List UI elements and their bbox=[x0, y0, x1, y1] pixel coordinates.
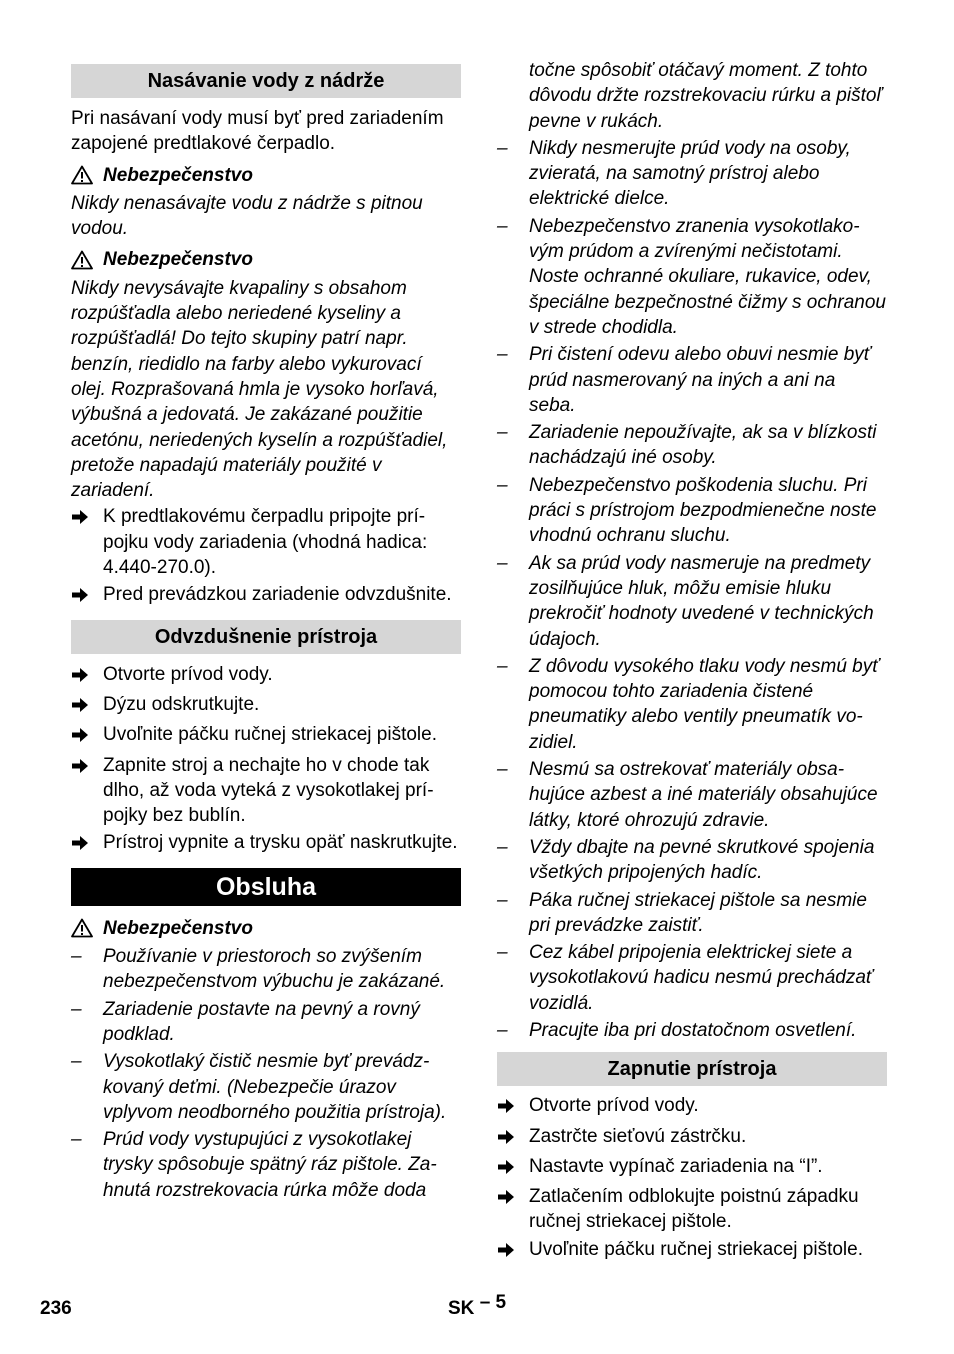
list-item: – Z dôvodu vysokého tlaku vody nesmú byť pomocou tohto zariadenia čistené pneumatiky alebo ventily pneumatík vozidiel. bbox=[497, 654, 887, 755]
arrow-right-icon bbox=[497, 1129, 515, 1145]
language-code: SK bbox=[448, 1298, 475, 1319]
warning-icon bbox=[71, 250, 93, 270]
bullet-dash: – bbox=[497, 1019, 508, 1041]
bullet-dash: – bbox=[497, 215, 508, 237]
list-item: – Cez kábel pripojenia elektrickej siete a vysokotlakovú hadicu nesmú prechádzať vozidlá. bbox=[497, 940, 887, 1016]
list-item: – Vysokotlaký čistič nesmie byť prevádzkovaný deťmi. (Nebezpečie úrazov vplyvom neodborného použitia prístroja). bbox=[71, 1049, 461, 1125]
operation-warnings bbox=[71, 944, 461, 1203]
chapter-heading-operation: Obsluha bbox=[71, 868, 461, 906]
arrow-right-icon bbox=[71, 697, 89, 713]
warning-heading bbox=[71, 247, 461, 272]
warning-heading bbox=[71, 163, 461, 188]
section-heading-switch-on: Zapnutie prístroja bbox=[497, 1052, 887, 1086]
warning-label: Nebezpečenstvo bbox=[103, 249, 253, 271]
arrow-right-icon bbox=[497, 1242, 515, 1258]
bullet-dash: – bbox=[497, 655, 508, 677]
list-item: – Používanie v priestoroch so zvýšením nebezpečenstvom výbuchu je zakázané. bbox=[71, 944, 461, 995]
warning-icon bbox=[71, 918, 93, 938]
bullet-dash: – bbox=[71, 946, 82, 968]
section-page-number: – 5 bbox=[479, 1292, 507, 1313]
list-item: Otvorte prívod vody. bbox=[497, 1093, 887, 1121]
bullet-dash: – bbox=[497, 836, 508, 858]
list-item: – Páka ručnej striekacej pištole sa nesmie pri prevádzke zaistiť. bbox=[497, 888, 887, 939]
bullet-dash: – bbox=[497, 759, 508, 781]
list-item: – Ak sa prúd vody nasmeruje na predmety zosilňujúce hluk, môžu emisie hluku prekročiť hodnoty uvedené v technických údajoch. bbox=[497, 551, 887, 652]
intake-paragraph: Pri nasávaní vody musí byť pred zariadením zapojené predtlakové čerpadlo. bbox=[71, 108, 444, 155]
switch-on-steps bbox=[497, 1093, 887, 1265]
list-item: – Nebezpečenstvo poškodenia sluchu. Pri práci s prístrojom bezpodmienečne noste vhodnú ochranu sluchu. bbox=[497, 473, 887, 549]
left-column bbox=[71, 64, 461, 1203]
footer-section bbox=[448, 1292, 507, 1321]
list-item: – Zariadenie postavte na pevný a rovný podklad. bbox=[71, 997, 461, 1048]
list-item-continued: točne spôsobiť otáčavý moment. Z tohto dôvodu držte rozstrekovaciu rúrku a pištoľ pevne v rukách. bbox=[529, 60, 882, 132]
bullet-dash: – bbox=[71, 1129, 82, 1151]
bullet-dash: – bbox=[497, 552, 508, 574]
list-item: Zatlačením odblokujte poistnú západku ručnej striekacej pištole. bbox=[497, 1184, 887, 1235]
list-item: Zapnite stroj a nechajte ho v chode tak dlho, až voda vyteká z vysokotlakej prípojky bez bublín. bbox=[71, 753, 461, 829]
bullet-dash: – bbox=[497, 474, 508, 496]
arrow-right-icon bbox=[71, 667, 89, 683]
list-item: – Nebezpečenstvo zranenia vysokotlakovým prúdom a zvírenými nečistotami. Noste ochranné okuliare, rukavice, odev, špeciálne bezpečnostné čižmy s ochranou v strede chodidla. bbox=[497, 214, 887, 340]
list-item: – Zariadenie nepoužívajte, ak sa v blízkosti nachádzajú iné osoby. bbox=[497, 420, 887, 471]
bullet-dash: – bbox=[71, 1051, 82, 1073]
bullet-dash: – bbox=[497, 422, 508, 444]
bullet-dash: – bbox=[497, 137, 508, 159]
list-item: Zastrčte sieťovú zástrčku. bbox=[497, 1124, 887, 1152]
list-item: – Prúd vody vystupujúci z vysokotlakej trysky spôsobuje spätný ráz pištole. Zahnutá rozstrekovacia rúrka môže doda bbox=[71, 1127, 461, 1203]
list-item: – Vždy dbajte na pevné skrutkové spojenia všetkých pripojených hadíc. bbox=[497, 835, 887, 886]
bullet-dash: – bbox=[497, 942, 508, 964]
arrow-right-icon bbox=[497, 1189, 515, 1205]
bullet-dash: – bbox=[71, 998, 82, 1020]
intake-steps bbox=[71, 504, 461, 610]
warning-label: Nebezpečenstvo bbox=[103, 917, 253, 939]
operation-warnings-continued bbox=[497, 136, 887, 1043]
section-heading-venting: Odvzdušnenie prístroja bbox=[71, 620, 461, 654]
warning-text: Nikdy nevysávajte kvapaliny s obsahom rozpúšťadla alebo neriedené kyseliny a rozpúšťadlá! Do tejto skupiny patrí napr. benzín, riedidlo na farby alebo vykurovací olej. Rozprašovaná hmla je vysoko horľavá, výbušná a jedovatá. Je zakázané použitie acetónu, neriedených kyselín a rozpúšťadiel, pretože napadajú materiály použité v zariadení. bbox=[71, 277, 448, 502]
list-item: Uvoľnite páčku ručnej striekacej pištole. bbox=[497, 1237, 887, 1265]
arrow-right-icon bbox=[497, 1098, 515, 1114]
section-heading-water-intake: Nasávanie vody z nádrže bbox=[71, 64, 461, 98]
arrow-right-icon bbox=[71, 509, 89, 525]
bullet-dash: – bbox=[497, 344, 508, 366]
arrow-right-icon bbox=[71, 758, 89, 774]
warning-text: Nikdy nenasávajte vodu z nádrže s pitnou vodou. bbox=[71, 192, 423, 240]
list-item: Otvorte prívod vody. bbox=[71, 662, 461, 690]
arrow-right-icon bbox=[71, 835, 89, 851]
right-column bbox=[497, 58, 887, 1265]
list-item: – Pracujte iba pri dostatočnom osvetlení. bbox=[497, 1018, 887, 1043]
list-item: Dýzu odskrutkujte. bbox=[71, 692, 461, 720]
list-item: – Nikdy nesmerujte prúd vody na osoby, zvieratá, na samotný prístroj alebo elektrické dielce. bbox=[497, 136, 887, 212]
arrow-right-icon bbox=[497, 1159, 515, 1175]
list-item: – Pri čistení odevu alebo obuvi nesmie byť prúd nasmerovaný na iných a ani na seba. bbox=[497, 342, 887, 418]
list-item: Uvoľnite páčku ručnej striekacej pištole. bbox=[71, 722, 461, 750]
list-item: Nastavte vypínač zariadenia na “I”. bbox=[497, 1154, 887, 1182]
list-item: Pred prevádzkou zariadenie odvzdušnite. bbox=[71, 582, 461, 610]
arrow-right-icon bbox=[71, 587, 89, 603]
warning-label: Nebezpečenstvo bbox=[103, 164, 253, 186]
bullet-dash: – bbox=[497, 889, 508, 911]
page-number: 236 bbox=[40, 1298, 72, 1319]
venting-steps bbox=[71, 662, 461, 859]
warning-icon bbox=[71, 165, 93, 185]
list-item: – Nesmú sa ostrekovať materiály obsahujúce azbest a iné materiály obsahujúce látky, ktoré ohrozujú zdravie. bbox=[497, 757, 887, 833]
warning-heading bbox=[71, 916, 461, 941]
list-item: Prístroj vypnite a trysku opäť naskrutkujte. bbox=[71, 830, 461, 858]
list-item: K predtlakovému čerpadlu pripojte prípojku vody zariadenia (vhodná hadica: 4.440-270.0). bbox=[71, 504, 461, 580]
arrow-right-icon bbox=[71, 727, 89, 743]
